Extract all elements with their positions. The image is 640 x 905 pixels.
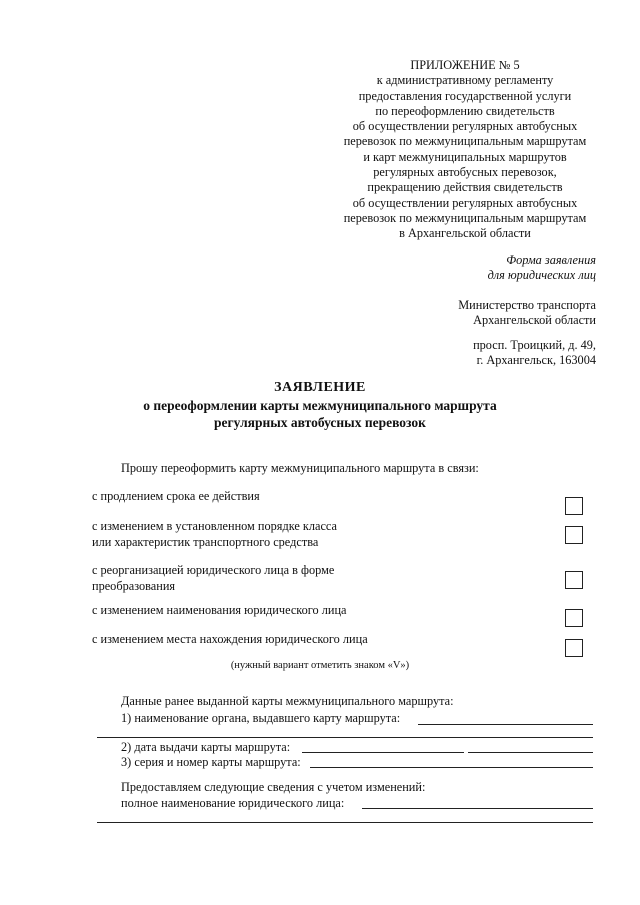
- recipient-address: [473, 338, 596, 369]
- option-label: [92, 603, 347, 619]
- appendix-line: об осуществлении регулярных автобусных: [352, 119, 578, 134]
- full-name-field[interactable]: [362, 808, 593, 809]
- recipient-name: [458, 298, 596, 329]
- new-info-heading: Предоставляем следующие сведения с учетом изменений:: [121, 780, 426, 794]
- issue-date-label: 2) дата выдачи карты маршрута:: [121, 740, 291, 754]
- appendix-line: к административному регламенту: [376, 73, 554, 88]
- appendix-line: ПРИЛОЖЕНИЕ № 5: [410, 58, 520, 72]
- prev-card-heading: Данные ранее выданной карты межмуниципального маршрута:: [121, 694, 454, 708]
- option-line: с изменением наименования юридического лица: [92, 603, 347, 617]
- option-checkbox[interactable]: [565, 526, 583, 544]
- option-line: с реорганизацией юридического лица в форме: [92, 563, 335, 577]
- appendix-header: [320, 58, 610, 242]
- selection-hint: (нужный вариант отметить знаком «V»): [230, 660, 410, 671]
- issue-date-field-extra[interactable]: [468, 752, 593, 753]
- option-line: с продлением срока ее действия: [92, 489, 260, 503]
- option-checkbox[interactable]: [565, 497, 583, 515]
- option-label: [92, 489, 260, 505]
- option-line: с изменением в установленном порядке класса: [92, 519, 338, 533]
- recipient-address-line: г. Архангельск, 163004: [476, 353, 596, 368]
- series-number-label: 3) серия и номер карты маршрута:: [121, 755, 301, 769]
- issue-date-field[interactable]: [302, 752, 464, 753]
- option-checkbox[interactable]: [565, 609, 583, 627]
- appendix-line: по переоформлению свидетельств: [375, 103, 555, 118]
- form-note-line: для юридических лиц: [487, 268, 596, 283]
- recipient-address-line: просп. Троицкий, д. 49,: [473, 338, 596, 352]
- option-label: [92, 632, 368, 648]
- full-name-field-continuation[interactable]: [97, 822, 593, 823]
- issuing-authority-field[interactable]: [418, 724, 593, 725]
- appendix-line: и карт межмуниципальных маршрутов: [363, 149, 567, 164]
- appendix-line: об осуществлении регулярных автобусных: [352, 195, 578, 210]
- document-title: ЗАЯВЛЕНИЕ: [274, 380, 366, 395]
- appendix-line: в Архангельской области: [399, 226, 531, 241]
- appendix-line: предоставления государственной услуги: [358, 88, 572, 103]
- appendix-line: перевозок по межмуниципальным маршрутам: [343, 134, 587, 149]
- appendix-line: регулярных автобусных перевозок,: [373, 165, 557, 180]
- full-name-label: полное наименование юридического лица:: [121, 796, 345, 810]
- option-line: преобразования: [92, 578, 176, 593]
- document-subtitle: о переоформлении карты межмуниципального маршрута: [143, 398, 497, 413]
- option-checkbox[interactable]: [565, 571, 583, 589]
- appendix-line: прекращению действия свидетельств: [367, 180, 563, 195]
- issuing-authority-label: 1) наименование органа, выдавшего карту маршрута:: [121, 711, 401, 725]
- document-subtitle: регулярных автобусных перевозок: [214, 415, 426, 430]
- intro-text: Прошу переоформить карту межмуниципального маршрута в связи:: [121, 461, 479, 475]
- option-line: или характеристик транспортного средства: [92, 534, 319, 549]
- appendix-line: перевозок по межмуниципальным маршрутам: [343, 210, 587, 225]
- series-number-field[interactable]: [310, 767, 593, 768]
- option-label: [92, 563, 334, 594]
- option-label: [92, 519, 337, 550]
- form-note-line: Форма заявления: [506, 253, 596, 267]
- option-line: с изменением места нахождения юридического лица: [92, 632, 368, 646]
- recipient-name-line: Архангельской области: [473, 313, 596, 328]
- issuing-authority-field-continuation[interactable]: [97, 737, 593, 738]
- option-checkbox[interactable]: [565, 639, 583, 657]
- recipient-name-line: Министерство транспорта: [458, 298, 596, 312]
- form-type-note: [488, 253, 596, 284]
